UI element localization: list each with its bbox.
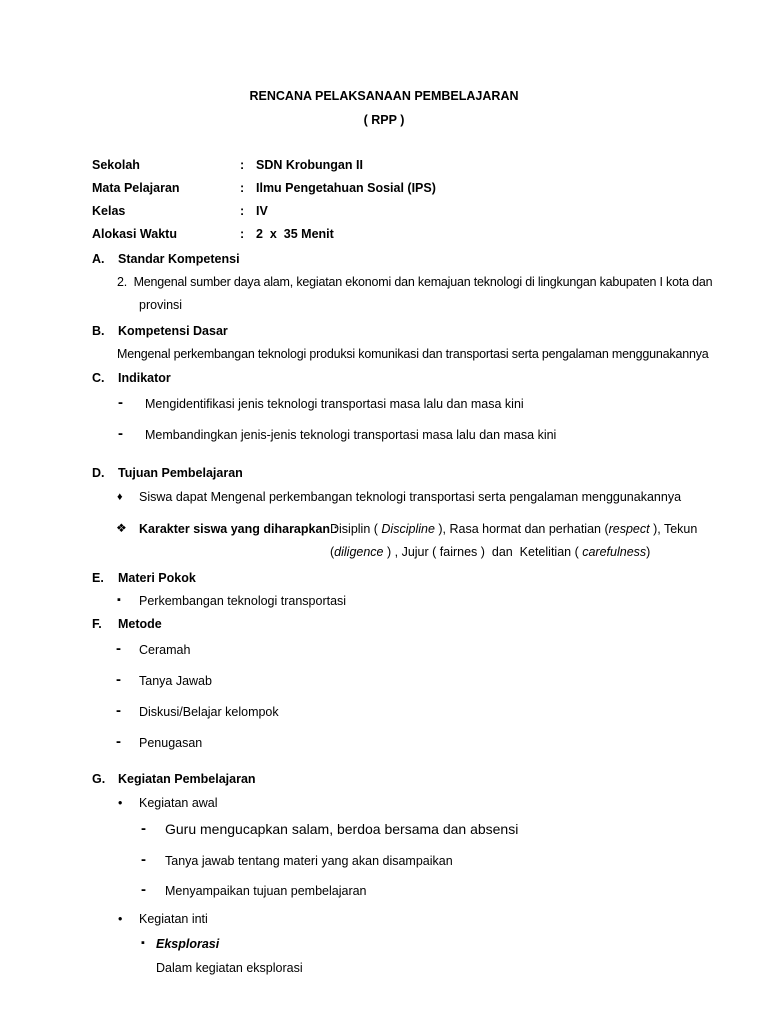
section-d-heading: Tujuan Pembelajaran — [118, 466, 243, 480]
diamond-bullet: ♦ — [117, 491, 123, 503]
kegiatan-awal-item: Menyampaikan tujuan pembelajaran — [165, 884, 367, 898]
dash-bullet: - — [118, 394, 123, 411]
karakter-values-line2: (diligence ) , Jujur ( fairnes ) dan Ketelitian ( carefulness) — [330, 545, 651, 559]
section-a-heading: Standar Kompetensi — [118, 252, 240, 266]
document-title: RENCANA PELAKSANAAN PEMBELAJARAN — [249, 89, 519, 103]
identity-value-mapel: Ilmu Pengetahuan Sosial (IPS) — [256, 181, 436, 195]
section-c-heading: Indikator — [118, 371, 171, 385]
section-f-letter: F. — [92, 617, 102, 631]
section-a-text: 2. Mengenal sumber daya alam, kegiatan ekonomi dan kemajuan teknologi di lingkungan kabupaten I kota dan — [117, 275, 713, 289]
section-b-text: Mengenal perkembangan teknologi produksi komunikasi dan transportasi serta pengalaman menggunakannya — [117, 347, 709, 361]
dash-bullet: - — [118, 425, 123, 442]
kegiatan-awal-item: Guru mengucapkan salam, berdoa bersama dan absensi — [165, 821, 519, 837]
identity-label-alokasi: Alokasi Waktu — [92, 227, 177, 241]
indicator-item: Membandingkan jenis-jenis teknologi transportasi masa lalu dan masa kini — [145, 428, 557, 442]
kegiatan-awal-item: Tanya jawab tentang materi yang akan disampaikan — [165, 854, 453, 868]
identity-sep: : — [240, 227, 245, 241]
section-a-text-cont: provinsi — [139, 298, 183, 312]
identity-label-sekolah: Sekolah — [92, 158, 140, 172]
section-c-letter: C. — [92, 371, 105, 385]
section-f-heading: Metode — [118, 617, 162, 631]
kegiatan-inti-label: Kegiatan inti — [139, 912, 208, 926]
identity-label-mapel: Mata Pelajaran — [92, 181, 180, 195]
document-subtitle: ( RPP ) — [363, 113, 405, 127]
method-item: Ceramah — [139, 643, 191, 657]
identity-sep: : — [240, 204, 245, 218]
indicator-item: Mengidentifikasi jenis teknologi transportasi masa lalu dan masa kini — [145, 397, 524, 411]
identity-sep: : — [240, 158, 245, 172]
round-bullet: • — [118, 912, 123, 926]
section-e-heading: Materi Pokok — [118, 571, 196, 585]
dash-bullet: - — [141, 851, 146, 868]
materi-item: Perkembangan teknologi transportasi — [139, 594, 347, 608]
identity-label-kelas: Kelas — [92, 204, 126, 218]
square-bullet: ▪ — [117, 594, 121, 606]
karakter-label: Karakter siswa yang diharapkan : — [139, 522, 338, 536]
karakter-values-line1: Disiplin ( Discipline ), Rasa hormat dan perhatian (respect ), Tekun — [330, 522, 698, 536]
dash-bullet: - — [116, 702, 121, 719]
ornament-bullet: ❖ — [116, 521, 127, 535]
section-a-letter: A. — [92, 252, 105, 266]
eksplorasi-text: Dalam kegiatan eksplorasi — [156, 961, 303, 975]
identity-value-alokasi: 2 x 35 Menit — [256, 227, 334, 241]
dash-bullet: - — [116, 733, 121, 750]
identity-sep: : — [240, 181, 245, 195]
dash-bullet: - — [141, 881, 146, 898]
method-item: Diskusi/Belajar kelompok — [139, 705, 279, 719]
square-bullet: ▪ — [141, 937, 145, 949]
round-bullet: • — [118, 796, 123, 810]
section-g-letter: G. — [92, 772, 106, 786]
objective-item: Siswa dapat Mengenal perkembangan teknologi transportasi serta pengalaman menggunakannya — [139, 490, 682, 504]
eksplorasi-heading: Eksplorasi — [156, 937, 220, 951]
identity-value-kelas: IV — [256, 204, 268, 218]
section-b-letter: B. — [92, 324, 105, 338]
section-d-letter: D. — [92, 466, 105, 480]
identity-value-sekolah: SDN Krobungan II — [256, 158, 363, 172]
kegiatan-awal-label: Kegiatan awal — [139, 796, 218, 810]
method-item: Tanya Jawab — [139, 674, 212, 688]
section-b-heading: Kompetensi Dasar — [118, 324, 228, 338]
dash-bullet: - — [116, 640, 121, 657]
section-g-heading: Kegiatan Pembelajaran — [118, 772, 256, 786]
section-e-letter: E. — [92, 571, 104, 585]
dash-bullet: - — [116, 671, 121, 688]
dash-bullet: - — [141, 820, 146, 837]
method-item: Penugasan — [139, 736, 203, 750]
